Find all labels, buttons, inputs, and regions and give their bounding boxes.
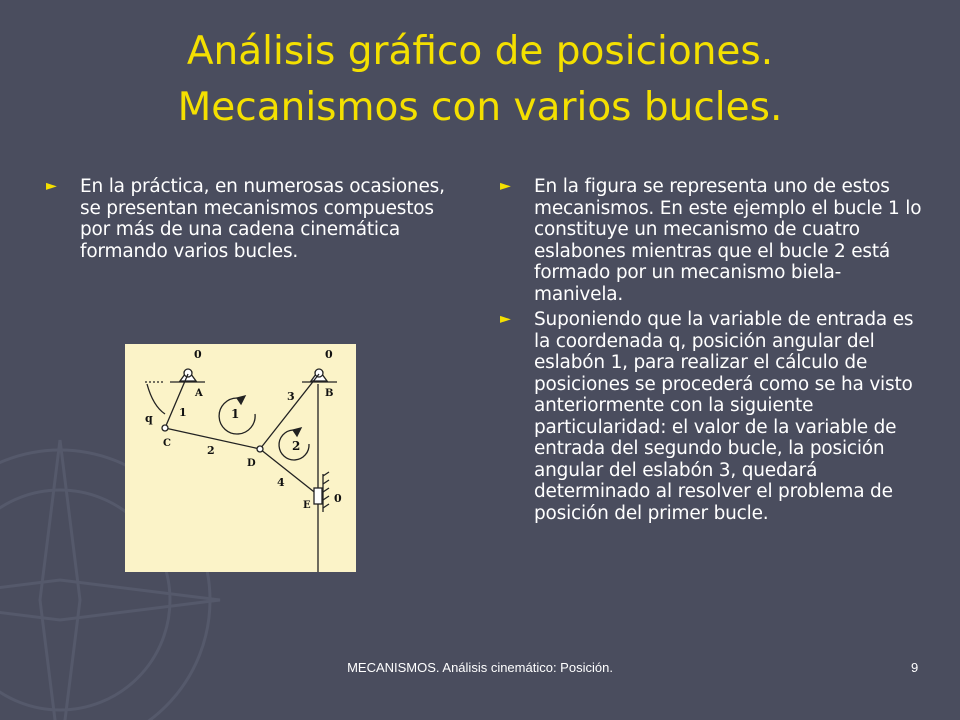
footer-text: MECANISMOS. Análisis cinemático: Posición. (347, 660, 613, 675)
label-b: B (325, 388, 334, 399)
bullet-item (500, 309, 930, 524)
title-line-2: Mecanismos con varios bucles. (177, 85, 783, 130)
label-a: A (195, 388, 203, 399)
label-loop-1: 1 (231, 407, 240, 421)
label-link-4: 4 (277, 476, 285, 489)
mechanism-diagram (125, 344, 356, 572)
bullet-text: En la figura se representa uno de estos mecanismos. En este ejemplo el bucle 1 lo constituye un mecanismo de cuatro eslabones mientras que el bucle 2 está formado por un mecanismo biela-manivela. (534, 176, 922, 305)
label-d: D (247, 458, 256, 469)
bullet-item (500, 176, 930, 305)
label-o-right: 0 (325, 348, 333, 361)
slide-title (0, 24, 960, 136)
mechanism-figure (125, 344, 356, 572)
label-ground-e: 0 (334, 492, 342, 505)
label-c: C (163, 438, 171, 449)
bullet-arrow-icon: ► (46, 178, 57, 194)
page-number: 9 (911, 660, 919, 675)
bullet-arrow-icon: ► (500, 311, 511, 327)
title-line-1: Análisis gráfico de posiciones. (186, 29, 774, 74)
label-loop-2: 2 (292, 439, 301, 453)
right-column (500, 176, 930, 528)
bullet-text: En la práctica, en numerosas ocasiones, se presentan mecanismos compuestos por más de una cadena cinemática formando varios bucles. (80, 176, 445, 262)
label-link-3: 3 (287, 390, 295, 403)
label-q: q (145, 412, 153, 425)
bullet-text: Suponiendo que la variable de entrada es la coordenada q, posición angular del eslabón 1, para realizar el cálculo de posiciones se procederá como se ha visto anteriormente con la siguiente particularidad: el valor de la variable de entrada del segundo bucle, la posición angular del eslabón 3, quedará determinado al resolver el problema de posición del primer bucle. (534, 309, 914, 524)
label-o-left: 0 (194, 348, 202, 361)
bullet-arrow-icon: ► (500, 178, 511, 194)
label-link-2: 2 (207, 444, 215, 457)
label-e: E (303, 500, 311, 511)
left-column (46, 176, 446, 266)
bullet-item (46, 176, 446, 262)
label-link-1: 1 (179, 406, 187, 419)
